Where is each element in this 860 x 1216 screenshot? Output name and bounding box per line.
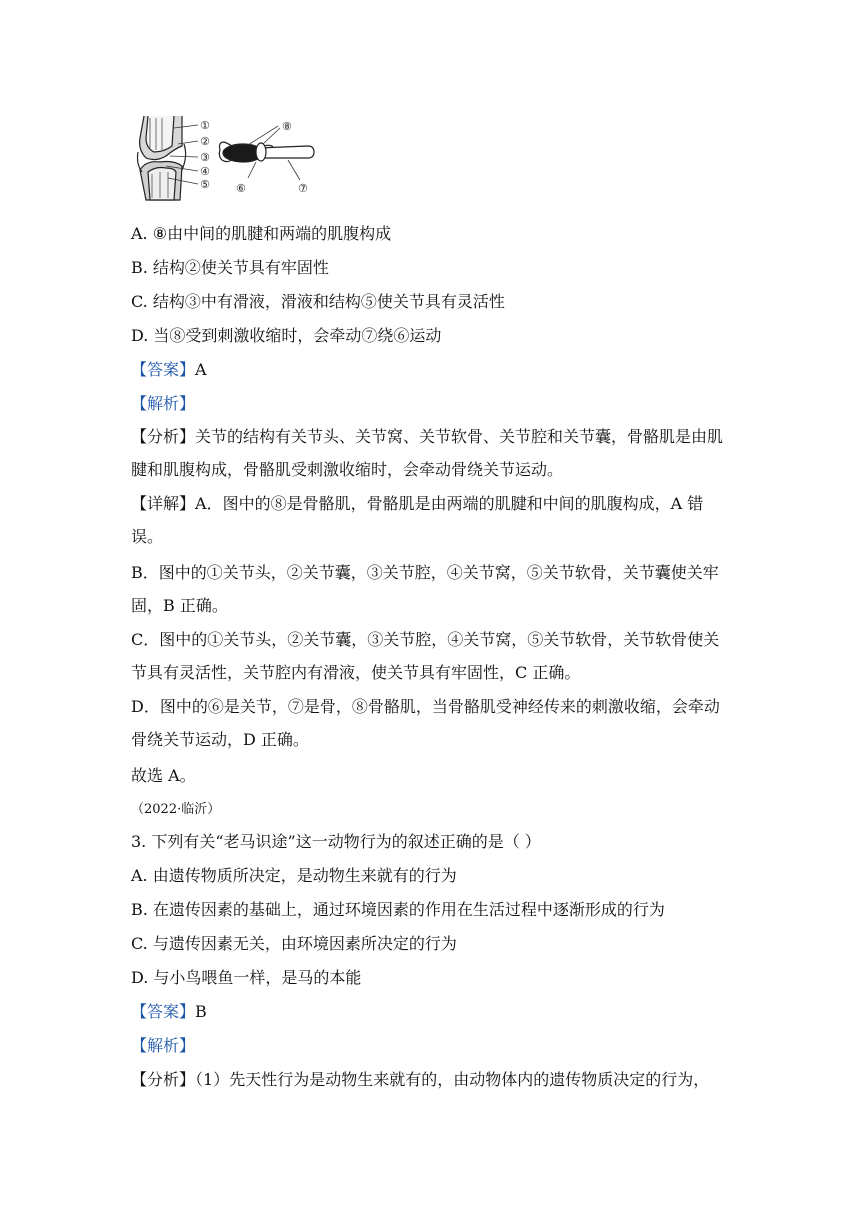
label-5: ⑤	[200, 178, 210, 191]
q2-xiangjie-b: B．图中的①关节头，②关节囊，③关节腔，④关节窝，⑤关节软骨，关节囊使关牢固，B 正确。	[131, 563, 719, 615]
q3-option-b: B. 在遗传因素的基础上，通过环境因素的作用在生活过程中逐渐形成的行为	[131, 900, 665, 919]
fenxi-text: （1）先天性行为是动物生来就有的，由动物体内的遗传物质决定的行为，	[195, 1070, 710, 1089]
label-1: ①	[200, 119, 210, 132]
label-2: ②	[200, 135, 210, 148]
q2-xiangjie-c: C．图中的①关节头，②关节囊，③关节腔，④关节窝，⑤关节软骨，关节软骨使关节具有灵活性，关节腔内有滑液，使关节具有牢固性，C 正确。	[131, 630, 720, 682]
q3-source: （2022·临沂）	[131, 802, 221, 817]
fenxi-tag: 【分析】	[131, 1070, 196, 1089]
q2-option-d: D. 当⑧受到刺激收缩时，会牵动⑦绕⑥运动	[131, 326, 442, 345]
q2-analysis-heading	[131, 392, 195, 416]
q2-xiangjie-d: D．图中的⑥是关节，⑦是骨，⑧骨骼肌，当骨骼肌受神经传来的刺激收缩，会牵动骨绕关节运动，D 正确。	[131, 697, 720, 749]
xiangjie-tag: 【详解】	[131, 494, 196, 513]
answer-value: A	[195, 360, 207, 379]
q2-answer	[131, 358, 207, 382]
joint-structure-drawing	[138, 116, 186, 200]
fenxi-tag: 【分析】	[131, 427, 196, 446]
answer-tag: 【答案】	[131, 1002, 196, 1021]
analysis-tag: 【解析】	[131, 1036, 196, 1055]
q3-option-a: A. 由遗传物质所决定，是动物生来就有的行为	[131, 866, 457, 885]
label-3: ③	[200, 151, 210, 164]
label-7: ⑦	[298, 182, 308, 195]
answer-value: B	[195, 1002, 207, 1021]
joint-diagram	[130, 108, 320, 206]
xiangjie-a-text: A．图中的⑧是骨骼肌，骨骼肌是由两端的肌腱和中间的肌腹构成，A 错误。	[131, 494, 704, 546]
q3-stem: 3. 下列有关“老马识途”这一动物行为的叙述正确的是（ ）	[131, 832, 541, 851]
q2-option-b: B. 结构②使关节具有牢固性	[131, 258, 329, 277]
analysis-tag: 【解析】	[131, 394, 196, 413]
q2-option-a: A. ⑧由中间的肌腱和两端的肌腹构成	[131, 224, 392, 243]
q2-option-c: C. 结构③中有滑液，滑液和结构⑤使关节具有灵活性	[131, 292, 505, 311]
muscle-bone-drawing	[219, 142, 314, 162]
label-4: ④	[200, 165, 210, 178]
fenxi-text: 关节的结构有关节头、关节窝、关节软骨、关节腔和关节囊，骨骼肌是由肌腱和肌腹构成，骨骼肌受刺激收缩时，会牵动骨绕关节运动。	[131, 427, 724, 479]
q2-fenxi	[131, 420, 727, 486]
q2-xiangjie-a	[131, 487, 727, 553]
q3-option-d: D. 与小鸟喂鱼一样，是马的本能	[131, 968, 362, 987]
q2-conclusion: 故选 A。	[131, 766, 196, 785]
q3-fenxi	[131, 1068, 709, 1092]
q3-analysis-heading	[131, 1034, 195, 1058]
label-8: ⑧	[282, 120, 292, 133]
answer-tag: 【答案】	[131, 360, 196, 379]
q3-option-c: C. 与遗传因素无关，由环境因素所决定的行为	[131, 934, 457, 953]
q3-answer	[131, 1000, 207, 1024]
label-6: ⑥	[236, 182, 246, 195]
